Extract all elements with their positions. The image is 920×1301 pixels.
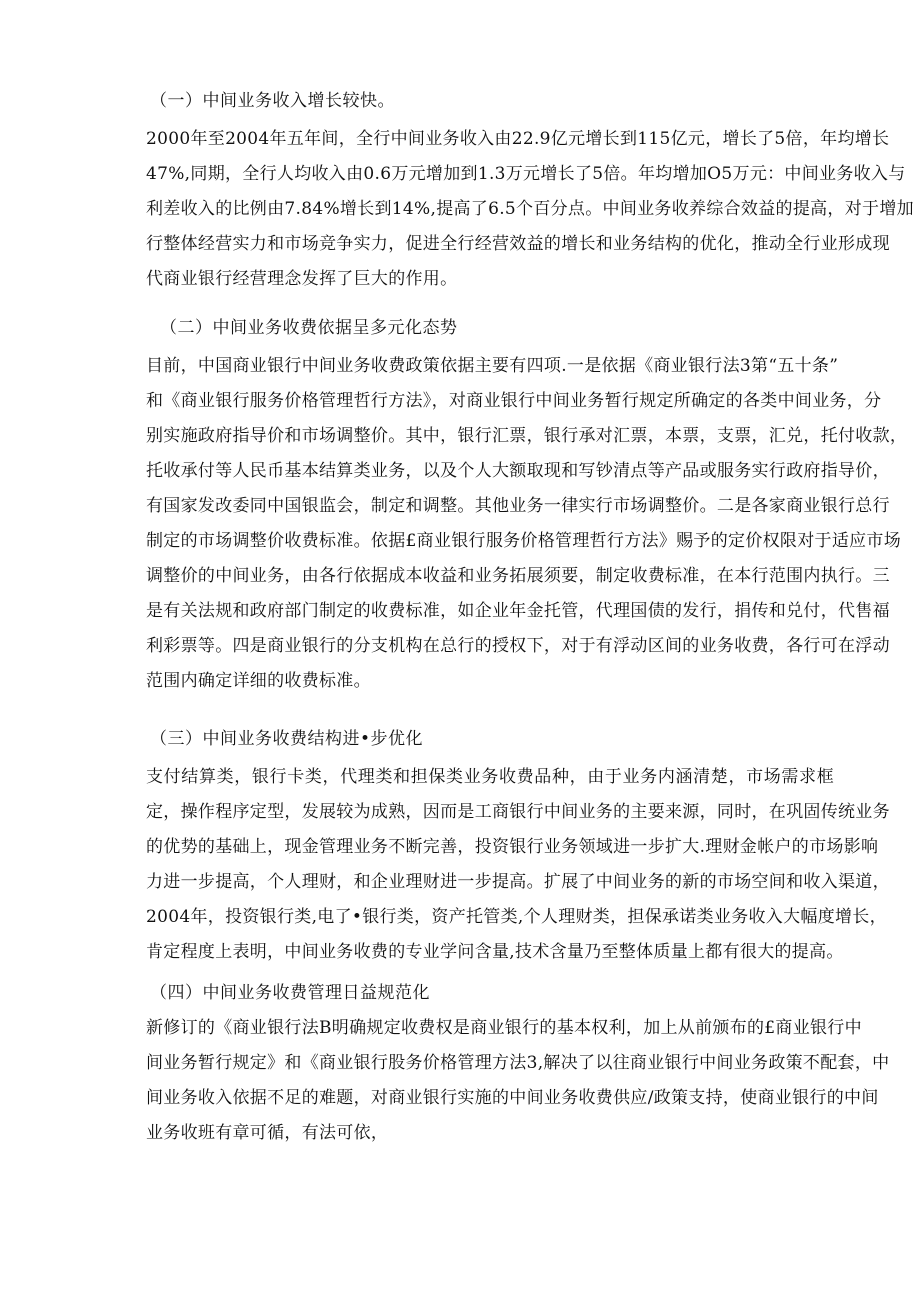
- paragraph-line: 新修订的《商业银行法B明确规定收费权是商业银行的基本权利，加上从前颁布的£商业银行中: [146, 1018, 862, 1038]
- paragraph-line: 业务收班有章可循，有法可依，: [146, 1123, 389, 1143]
- paragraph-line: 行整体经营实力和市场竞争实力，促进全行经营效益的增长和业务结构的优化，推动全行业形成现: [146, 234, 890, 254]
- section-paragraph-1: [146, 122, 914, 297]
- section-heading-4: （四）中间业务收费管理日益规范化: [150, 983, 430, 1003]
- section-heading-3: （三）中间业务收费结构进•步优化: [150, 729, 424, 749]
- paragraph-line: 制定的市场调整价收费标准。依据£商业银行服务价格管理哲行方法》赐予的定价权限对于适应市场: [146, 531, 902, 551]
- paragraph-line: 力进一步提高，个人理财，和企业理财进一步提高。扩展了中间业务的新的市场空间和收入渠道，: [146, 872, 890, 892]
- paragraph-line: 定，操作程序定型，发展较为成熟，因而是工商银行中间业务的主要来源，同时，在巩固传统业务: [146, 802, 890, 822]
- paragraph-line: 有国家发改委同中国银监会，制定和调整。其他业务一律实行市场调整价。二是各家商业银行总行: [146, 496, 890, 516]
- paragraph-line: 47%,同期，全行人均收入由0.6万元增加到1.3万元增长了5倍。年均增加O5万元：中间业务收入与: [146, 164, 906, 184]
- section-heading-2: （二）中间业务收费依据呈多元化态势: [160, 318, 458, 338]
- paragraph-line: 间业务收入依据不足的难题，对商业银行实施的中间业务收费供应/政策支持，使商业银行的中间: [146, 1088, 879, 1108]
- paragraph-line: 利差收入的比例由7.84%增长到14%,提高了6.5个百分点。中间业务收养综合效益的提高，对于增加: [146, 199, 914, 219]
- paragraph-line: 肯定程度上表明，中间业务收费的专业学问含量,技术含量乃至整体质量上都有很大的提高。: [146, 942, 844, 962]
- paragraph-line: 目前，中国商业银行中间业务收费政策依据主要有四项.一是依据《商业银行法3第“五十条”: [146, 356, 839, 376]
- section-paragraph-3: [146, 760, 890, 970]
- section-paragraph-4: [146, 1011, 890, 1151]
- paragraph-line: 的优势的基础上，现金管理业务不断完善，投资银行业务领域进一步扩大.理财金帐户的市场影响: [146, 837, 879, 857]
- section-paragraph-2: [146, 349, 908, 699]
- paragraph-line: 调整价的中间业务，由各行依据成本收益和业务拓展须要，制定收费标准，在本行范围内执行。三: [146, 566, 890, 586]
- paragraph-line: 别实施政府指导价和市场调整价。其中，银行汇票，银行承对汇票，本票，支票，汇兑，托付收款，: [146, 426, 908, 446]
- paragraph-line: 2000年至2004年五年间，全行中间业务收入由22.9亿元增长到115亿元，增长了5倍，年均增长: [146, 129, 890, 149]
- paragraph-line: 和《商业银行服务价格管理哲行方法》，对商业银行中间业务暂行规定所确定的各类中间业务，分: [146, 391, 882, 411]
- paragraph-line: 支付结算类，银行卡类，代理类和担保类业务收费品种，由于业务内涵清楚，市场需求框: [146, 767, 834, 787]
- paragraph-line: 间业务暂行规定》和《商业银行股务价格管理方法3,解决了以往商业银行中间业务政策不配套，中: [146, 1053, 890, 1073]
- paragraph-line: 代商业银行经营理念发挥了巨大的作用。: [146, 269, 458, 289]
- section-heading-1: （一）中间业务收入增长较快。: [150, 91, 395, 111]
- paragraph-line: 范围内确定详细的收费标准。: [146, 671, 371, 691]
- paragraph-line: 利彩票等。四是商业银行的分支机构在总行的授权下，对于有浮动区间的业务收费，各行可在浮动: [146, 636, 890, 656]
- paragraph-line: 是有关法规和政府部门制定的收费标准，如企业年金托管，代理国债的发行，捐传和兑付，代售福: [146, 601, 890, 621]
- paragraph-line: 2004年，投资银行类,电了•银行类，资产托管类,个人理财类，担保承诺类业务收入大幅度增长，: [146, 907, 887, 927]
- paragraph-line: 托收承付等人民币基本结算类业务，以及个人大额取现和写钞清点等产品或服务实行政府指导价，: [146, 461, 890, 481]
